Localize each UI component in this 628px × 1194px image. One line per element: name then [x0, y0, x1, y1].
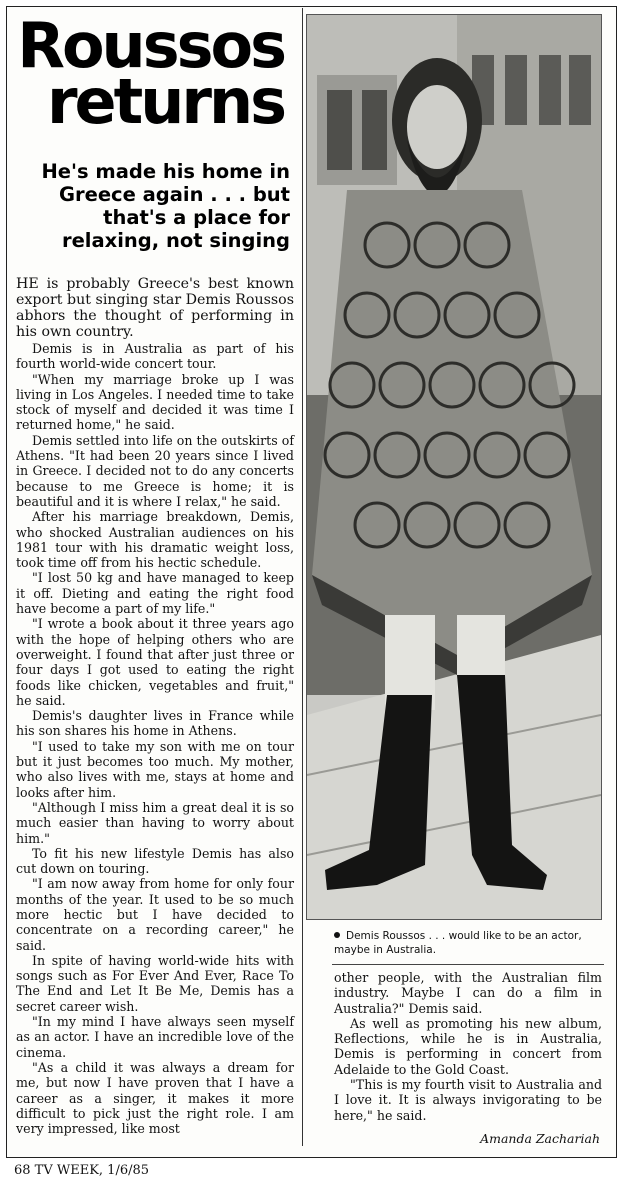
paragraph: "I am now away from home for only four months of the year. It used to be so much more hectic but I have decided to concentrate on a recording career," he said.	[16, 876, 294, 953]
caption-rule	[332, 964, 604, 965]
paragraph: After his marriage breakdown, Demis, who shocked Australian audiences on his 1981 tour with his dramatic weight loss, took time off from his hectic schedule.	[16, 509, 294, 571]
paragraph: To fit his new lifestyle Demis has also cut down on touring.	[16, 845, 294, 877]
paragraph: As well as promoting his new album, Reflections, while he is in Australia, Demis is performing in concert from Adelaide to the Gold Coast.	[334, 1015, 602, 1077]
lead-paragraph: HE is probably Greece's best known export but singing star Demis Roussos abhors the thought of performing in his own country.	[16, 276, 294, 340]
photo-caption	[334, 929, 600, 957]
paragraph: "This is my fourth visit to Australia and I love it. It is always invigorating to be here," he said.	[334, 1077, 602, 1123]
paragraph: "I wrote a book about it three years ago with the hope of helping others who are overweight. I found that after just three or four days I got used to eating the right foods like chicken, vegetables and fruit," he said.	[16, 616, 294, 708]
headline: Roussos returns	[17, 9, 284, 138]
page-footer: 68 TV WEEK, 1/6/85	[14, 1163, 150, 1178]
paragraph: Demis's daughter lives in France while his son shares his home in Athens.	[16, 708, 294, 739]
paragraph: "I used to take my son with me on tour but it just becomes too much. My mother, who also lives with me, stays at home and looks after him.	[16, 738, 294, 800]
paragraph: "In my mind I have always seen myself as an actor. I have an incredible love of the cinema.	[16, 1014, 294, 1060]
paragraph: Demis is in Australia as part of his fourth world-wide concert tour.	[16, 341, 294, 372]
caption-text: Demis Roussos . . . would like to be an actor, maybe in Australia.	[334, 930, 582, 956]
photo-illustration	[307, 15, 601, 919]
article-column-left	[16, 276, 294, 1136]
article-column-right	[334, 970, 602, 1123]
photo-demis-roussos	[306, 14, 602, 920]
paragraph: "When my marriage broke up I was living in Los Angeles. I needed time to take stock of myself and decided it was time I returned home," he said.	[16, 371, 294, 433]
byline: Amanda Zachariah	[480, 1131, 600, 1146]
paragraph: "Although I miss him a great deal it is so much easier than having to worry about him."	[16, 799, 294, 846]
paragraph: other people, with the Australian film industry. Maybe I can do a film in Australia?" Demis said.	[334, 970, 602, 1016]
column-divider	[302, 8, 303, 1146]
bullet-icon	[334, 932, 340, 938]
paragraph: "I lost 50 kg and have managed to keep it off. Dieting and eating the right food have become a part of my life."	[16, 570, 294, 617]
paragraph: Demis settled into life on the outskirts of Athens. "It had been 20 years since I lived in Greece. I decided not to do any concerts because to me Greece is home; it is beautiful and it is where I relax," he said.	[16, 432, 294, 509]
paragraph: "As a child it was always a dream for me, but now I have proven that I have a career as a singer, it makes it more difficult to pick just the right role. I am very impressed, like most	[16, 1059, 294, 1137]
paragraph: In spite of having world-wide hits with songs such as For Ever And Ever, Race To The End and Let It Be Me, Demis has a secret career wish.	[16, 952, 294, 1014]
deck-subheading: He's made his home in Greece again . . . but that's a place for relaxing, not singing	[41, 160, 290, 252]
